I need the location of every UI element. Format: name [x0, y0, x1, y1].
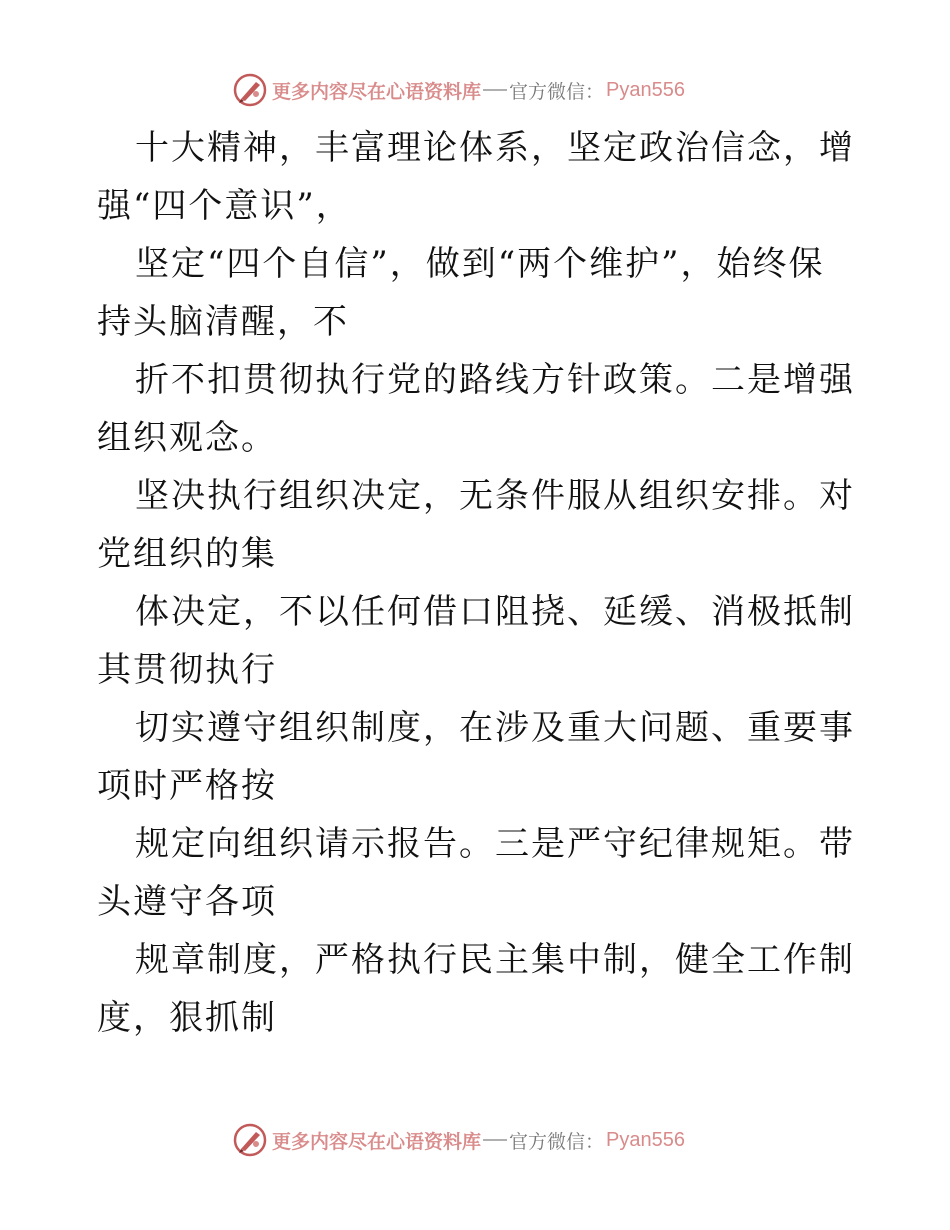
pen-logo-icon — [232, 1122, 268, 1158]
paragraph: 规章制度，严格执行民主集中制，健全工作制度，狠抓制 — [97, 940, 855, 1038]
library-text: 更多内容尽在心语资料库 — [272, 1130, 482, 1153]
wechat-label: 官方微信： — [509, 80, 605, 103]
paragraph: 体决定，不以任何借口阻挠、延缓、消极抵制其贯彻执行 — [97, 592, 855, 690]
library-text: 更多内容尽在心语资料库 — [272, 80, 482, 103]
pen-logo-icon — [232, 72, 268, 108]
footer-watermark-banner — [232, 1120, 685, 1160]
paragraph: 切实遵守组织制度，在涉及重大问题、重要事项时严格按 — [97, 708, 855, 806]
wechat-id: Pyan556 — [606, 1128, 685, 1151]
paragraph: 折不扣贯彻执行党的路线方针政策。二是增强组织观念。 — [97, 360, 855, 458]
paragraph: 十大精神，丰富理论体系，坚定政治信念，增强“四个意识”， — [97, 128, 855, 226]
paragraph: 坚定“四个自信”，做到“两个维护”，始终保持头脑清醒，不 — [97, 244, 825, 342]
wechat-label: 官方微信： — [509, 1130, 605, 1153]
banner-dash — [483, 89, 507, 91]
paragraph: 规定向组织请示报告。三是严守纪律规矩。带头遵守各项 — [97, 824, 855, 922]
header-watermark-banner — [232, 70, 685, 110]
wechat-id: Pyan556 — [606, 78, 685, 101]
document-body — [97, 119, 857, 1047]
banner-dash — [483, 1139, 507, 1141]
paragraph: 坚决执行组织决定，无条件服从组织安排。对党组织的集 — [97, 476, 855, 574]
